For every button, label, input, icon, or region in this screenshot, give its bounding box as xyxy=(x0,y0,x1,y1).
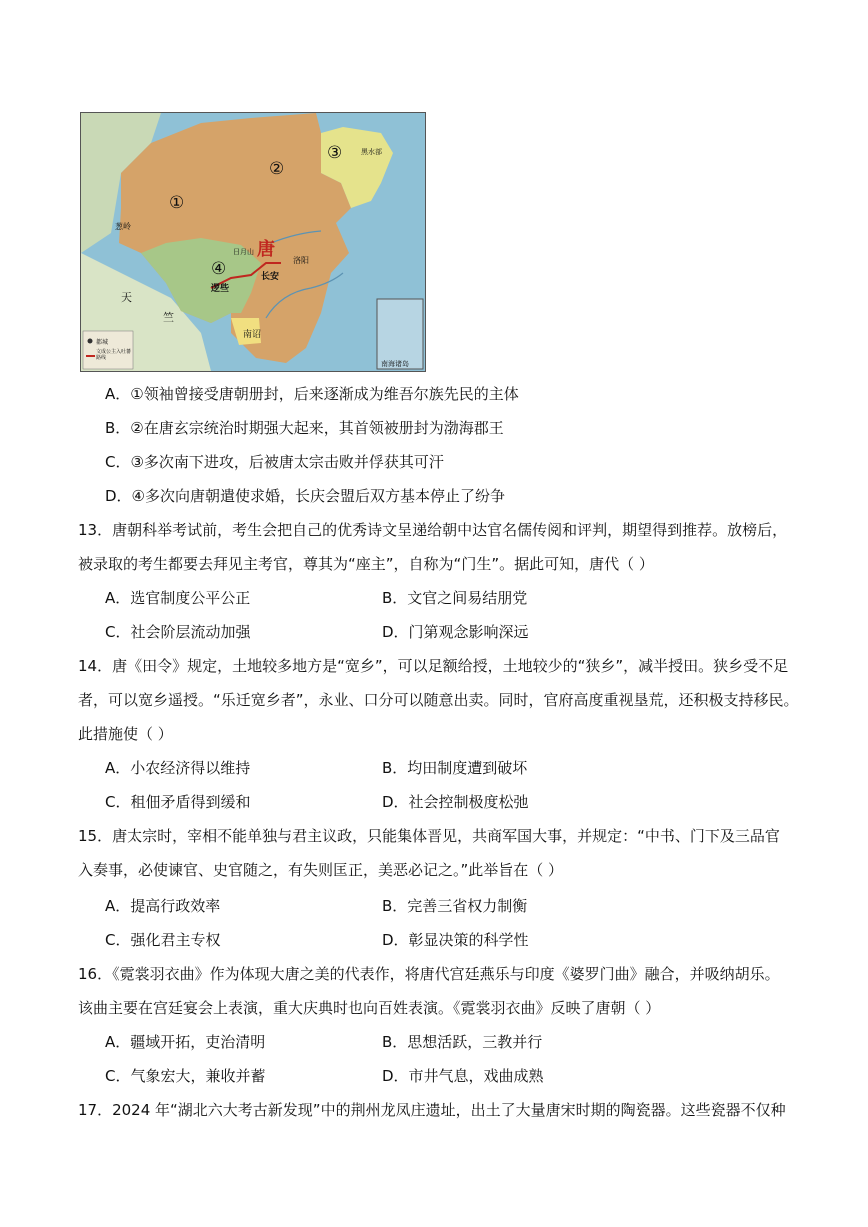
q17-stem-line1: 17．2024 年“湖北六大考古新发现”中的荆州龙凤庄遗址，出土了大量唐宋时期的陶瓷器。这些瓷器不仅种 xyxy=(78,1101,786,1119)
region-3-label: ③ xyxy=(327,143,343,163)
region-1-label: ① xyxy=(169,193,185,213)
q13-stem-line1: 13．唐朝科举考试前，考生会把自己的优秀诗文呈递给朝中达官名儒传阅和评判，期望得到推荐。放榜后， xyxy=(78,521,788,539)
q12-option-b: B．②在唐玄宗统治时期强大起来，其首领被册封为渤海郡王 xyxy=(105,419,504,437)
legend-capital-label: 都城 xyxy=(96,339,109,346)
zhu-label: 竺 xyxy=(163,311,174,324)
riyueshan-label: 日月山 xyxy=(233,248,254,256)
q14-option-d: D．社会控制极度松弛 xyxy=(382,793,529,811)
q15-option-a: A．提高行政效率 xyxy=(105,897,221,915)
q14-stem-line3: 此措施使（ ） xyxy=(78,725,173,743)
q16-option-c: C．气象宏大，兼收并蓄 xyxy=(105,1067,266,1085)
q16-stem-line1: 16．《霓裳羽衣曲》作为体现大唐之美的代表作，将唐代宫廷燕乐与印度《婆罗门曲》融合，并吸纳胡乐。 xyxy=(78,965,780,983)
q12-option-a: A．①领袖曾接受唐朝册封，后来逐渐成为维吾尔族先民的主体 xyxy=(105,385,519,403)
q13-option-d: D．门第观念影响深远 xyxy=(382,623,529,641)
heishui-label: 黑水部 xyxy=(361,148,382,156)
q15-option-b: B．完善三省权力制衡 xyxy=(382,897,528,915)
q16-option-b: B．思想活跃，三教并行 xyxy=(382,1033,543,1051)
q13-option-b: B．文官之间易结朋党 xyxy=(382,589,528,607)
q13-option-a: A．选官制度公平公正 xyxy=(105,589,251,607)
tian-label: 天 xyxy=(121,291,132,304)
q14-stem-line1: 14．唐《田令》规定，土地较多地方是“宽乡”，可以足额给授，土地较少的“狭乡”，减半授田。狭乡受不足 xyxy=(78,657,789,675)
q14-option-c: C．租佃矛盾得到缓和 xyxy=(105,793,251,811)
q14-option-b: B．均田制度遭到破坏 xyxy=(382,759,528,777)
q15-stem-line1: 15．唐太宗时，宰相不能单独与君主议政，只能集体晋见，共商军国大事，并规定：“中书、门下及三品官 xyxy=(78,827,780,845)
nanzhao-label: 南诏 xyxy=(243,330,262,340)
tang-territory-map xyxy=(80,112,426,372)
q13-stem-line2: 被录取的考生都要去拜见主考官，尊其为“座主”，自称为“门生”。据此可知，唐代（ ） xyxy=(78,555,654,573)
q15-option-c: C．强化君主专权 xyxy=(105,931,221,949)
q16-option-a: A．疆域开拓，吏治清明 xyxy=(105,1033,266,1051)
inset-label: 南海诸岛 xyxy=(381,360,409,368)
legend-route-label: 文成公主入吐蕃路线 xyxy=(96,349,132,361)
q15-option-d: D．彰显决策的科学性 xyxy=(382,931,529,949)
qiangling-label: 葱岭 xyxy=(115,222,131,231)
region-2-label: ② xyxy=(269,159,285,179)
luoxie-label: 逻些 xyxy=(211,284,230,294)
q16-option-d: D．市井气息，戏曲成熟 xyxy=(382,1067,544,1085)
q15-stem-line2: 入奏事，必使谏官、史官随之，有失则匡正，美恶必记之。”此举旨在（ ） xyxy=(78,861,564,879)
tang-label: 唐 xyxy=(257,239,275,260)
q14-stem-line2: 者，可以宽乡遥授。“乐迁宽乡者”，永业、口分可以随意出卖。同时，官府高度重视垦荒，还积极支持移民。 xyxy=(78,691,799,709)
q14-option-a: A．小农经济得以维持 xyxy=(105,759,251,777)
region-4-label: ④ xyxy=(211,259,227,279)
q16-stem-line2: 该曲主要在宫廷宴会上表演，重大庆典时也向百姓表演。《霓裳羽衣曲》反映了唐朝（ ） xyxy=(78,999,661,1017)
q13-option-c: C．社会阶层流动加强 xyxy=(105,623,251,641)
q12-option-c: C．③多次南下进攻，后被唐太宗击败并俘获其可汗 xyxy=(105,453,444,471)
q12-option-d: D．④多次向唐朝遣使求婚，长庆会盟后双方基本停止了纷争 xyxy=(105,487,506,505)
luoyang-label: 洛阳 xyxy=(293,256,309,265)
changan-label: 长安 xyxy=(261,272,280,282)
